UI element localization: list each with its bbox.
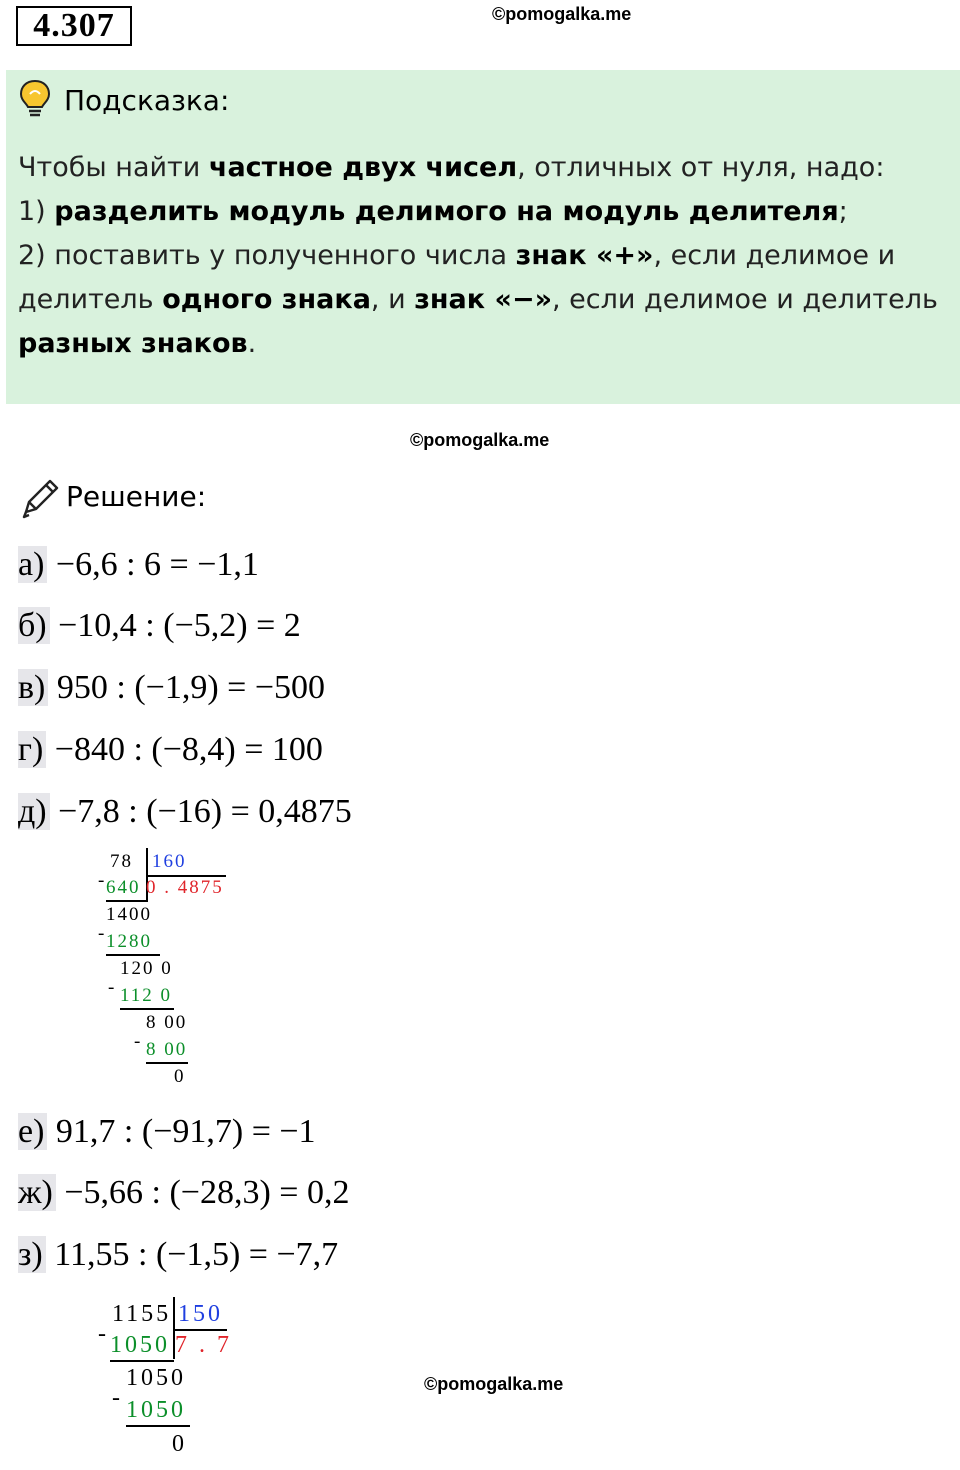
equation-e: е) 91,7 : (−91,7) = −1 bbox=[18, 1113, 316, 1150]
pencil-icon bbox=[18, 476, 62, 524]
dividend: 1155 bbox=[112, 1301, 172, 1327]
subtrahend: 1280 bbox=[106, 931, 152, 952]
divisor: 160 bbox=[152, 851, 187, 872]
dividend: 78 bbox=[110, 851, 133, 872]
equation-g: г) −840 : (−8,4) = 100 bbox=[18, 731, 323, 768]
subtrahend: 8 00 bbox=[146, 1039, 188, 1060]
quotient: 0 . 4875 bbox=[146, 877, 224, 898]
minus-sign: - bbox=[98, 1321, 109, 1347]
watermark-middle: ©pomogalka.me bbox=[410, 430, 550, 450]
quotient: 7 . 7 bbox=[175, 1332, 232, 1358]
minus-sign: - bbox=[108, 977, 117, 998]
subtrahend: 640 bbox=[106, 877, 141, 898]
equation-a: а) −6,6 : 6 = −1,1 bbox=[18, 546, 259, 583]
equation-v: в) 950 : (−1,9) = −500 bbox=[18, 669, 326, 706]
subtrahend: 112 0 bbox=[120, 985, 173, 1006]
equation-z: з) 11,55 : (−1,5) = −7,7 bbox=[18, 1236, 339, 1273]
equation-d: д) −7,8 : (−16) = 0,4875 bbox=[18, 793, 352, 830]
equation-zh: ж) −5,66 : (−28,3) = 0,2 bbox=[18, 1174, 350, 1211]
watermark-top: ©pomogalka.me bbox=[492, 4, 632, 24]
remainder: 1400 bbox=[106, 904, 152, 925]
hint-text: Чтобы найти частное двух чисел, отличных от нуля, надо: 1) разделить модуль делимого на модуль делителя; 2) поставить у полученного числа знак «+», если делимое и делитель одного знака, и знак «−», если делимое и делитель разных знаков. bbox=[18, 152, 938, 359]
equation-b: б) −10,4 : (−5,2) = 2 bbox=[18, 607, 301, 644]
minus-sign: - bbox=[98, 923, 107, 944]
hint-title: Подсказка: bbox=[64, 84, 230, 117]
solution-title: Решение: bbox=[66, 480, 207, 513]
subtrahend: 1050 bbox=[110, 1332, 170, 1358]
lightbulb-icon bbox=[18, 78, 52, 122]
remainder: 1050 bbox=[126, 1365, 186, 1391]
remainder: 0 bbox=[172, 1431, 187, 1457]
watermark-bottom: ©pomogalka.me bbox=[424, 1374, 564, 1394]
remainder: 0 bbox=[174, 1066, 186, 1087]
minus-sign: - bbox=[134, 1031, 143, 1052]
subtrahend: 1050 bbox=[126, 1397, 186, 1423]
minus-sign: - bbox=[112, 1385, 123, 1411]
divisor: 150 bbox=[178, 1301, 223, 1327]
remainder: 8 00 bbox=[146, 1012, 188, 1033]
problem-number: 4.307 bbox=[16, 6, 132, 46]
minus-sign: - bbox=[98, 870, 107, 891]
remainder: 120 0 bbox=[120, 958, 173, 979]
